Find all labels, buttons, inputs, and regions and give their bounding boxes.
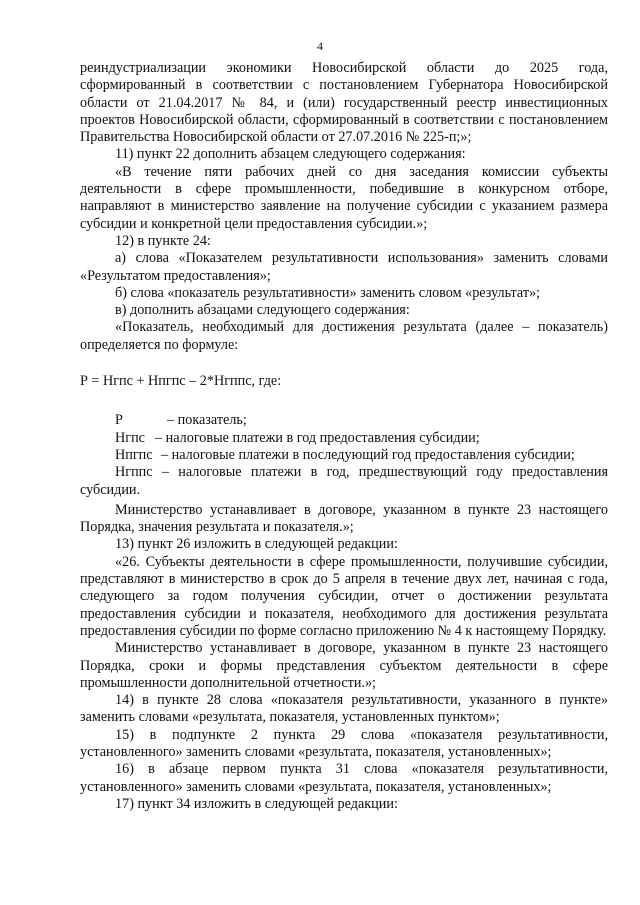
definition-text: – налоговые платежи в год, предшествующий году предоставления субсидии. [80, 464, 608, 498]
item-12-b: б) слова «показатель результативности» заменить словом «результат»; [115, 284, 541, 301]
definition-text: – налоговые платежи в год предоставления субсидии; [155, 429, 480, 446]
definition-text: – показатель; [167, 412, 247, 429]
item-15: 15) в подпункте 2 пункта 29 слова «показателя результативности, установленного» заменить словами «результата, показателя, установленных»; [80, 726, 608, 760]
item-12-a: а) слова «Показателем результативности использования» заменить словами «Результатом предоставления»; [80, 250, 608, 284]
item-16: 16) в абзаце первом пункта 31 слова «показателя результативности, установленного» заменить словами «результата, показателя, установленных»; [80, 761, 608, 795]
item-13: 13) пункт 26 изложить в следующей редакции: [115, 536, 398, 553]
definition-symbol: Нгппс [115, 464, 153, 481]
item-12: 12) в пункте 24: [115, 232, 211, 249]
definition-ngps [80, 430, 608, 447]
definition-npgps [80, 447, 608, 464]
definition-symbol: Р [115, 412, 123, 429]
formula: Р = Нгпс + Нпгпс – 2*Нгппс, где: [80, 373, 282, 390]
definition-ngpps [80, 464, 608, 499]
definition-symbol: Нгпс [115, 429, 145, 446]
indicator-intro: «Показатель, необходимый для достижения результата (далее – показатель) определяется по формуле: [80, 319, 608, 353]
definition-symbol: Нпгпс [115, 446, 153, 463]
definition-text: – налоговые платежи в последующий год предоставления субсидии; [161, 446, 575, 463]
item-14: 14) в пункте 28 слова «показателя результативности, указанного в пункте» заменить словами «результата, показателя, установленных пунктом»; [80, 692, 608, 726]
paragraph-continuation: реиндустриализации экономики Новосибирской области до 2025 года, сформированный в соответствии с постановлением Губернатора Новосибирской области от 21.04.2017 № 84, и (или) государственный реестр инвестиционных проектов Новосибирской области, сформированный в соответствии с постановлением Правительства Новосибирской области от 27.07.2016 № 225-п;»; [80, 60, 608, 146]
item-11: 11) пункт 22 дополнить абзацем следующего содержания: [115, 146, 466, 163]
agreement-reporting: Министерство устанавливает в договоре, указанном в пункте 23 настоящего Порядка, сроки и формы представления субъектом деятельности в сфере промышленности дополнительной отчетности.»; [80, 640, 608, 691]
definition-r [80, 412, 608, 429]
item-13-text: «26. Субъекты деятельности в сфере промышленности, получившие субсидии, представляют в министерство в срок до 5 апреля в течение двух лет, начиная с года, следующего за годом получения субсидии, отчет о достижении результата предоставления субсидии и показателя, необходимого для достижения результата предоставления субсидии по форме согласно приложению № 4 к настоящему Порядку. [80, 553, 608, 639]
agreement-values: Министерство устанавливает в договоре, указанном в пункте 23 настоящего Порядка, значения результата и показателя.»; [80, 501, 608, 536]
item-12-v: в) дополнить абзацами следующего содержания: [115, 302, 410, 319]
item-17: 17) пункт 34 изложить в следующей редакции: [115, 795, 398, 812]
page-number: 4 [317, 39, 323, 53]
item-11-text: «В течение пяти рабочих дней со дня заседания комиссии субъекты деятельности в сфере промышленности, победившие в конкурсном отборе, направляют в министерство заявление на получение субсидии с указанием размера субсидии и конкретной цели предоставления субсидии.»; [80, 163, 608, 232]
document-body [80, 60, 608, 813]
